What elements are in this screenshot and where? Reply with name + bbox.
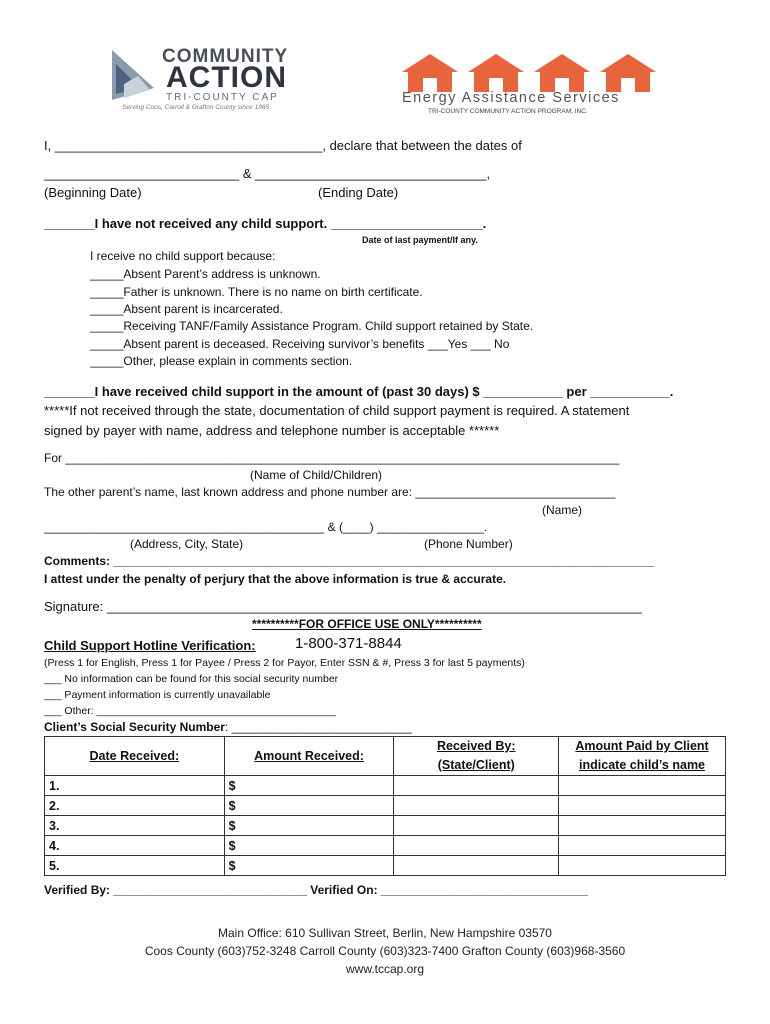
houses-icon <box>400 52 662 92</box>
logo-energy-text: Energy Assistance Services <box>402 90 620 106</box>
received-support-statement: _______I have received child support in the amount of (past 30 days) $ ___________ per ___________. <box>44 384 674 399</box>
ssn-label: Client’s Social Security Number <box>44 720 225 734</box>
row-dollar: $ <box>224 856 394 876</box>
row-dollar: $ <box>224 816 394 836</box>
row-received-by <box>394 796 559 816</box>
last-payment-label: Date of last payment/If any. <box>362 235 478 245</box>
verification-option: ___ Payment information is currently unavailable <box>44 689 271 701</box>
logo-tricounty-text: TRI-COUNTY CAP <box>166 92 279 103</box>
hotline-label: Child Support Hotline Verification: <box>44 638 256 653</box>
logo-community-text: COMMUNITY <box>162 46 289 67</box>
row-received-by <box>394 816 559 836</box>
documentation-note-2: signed by payer with name, address and telephone number is acceptable ****** <box>44 423 500 438</box>
row-dollar: $ <box>224 776 394 796</box>
other-parent-line: The other parent’s name, last known address and phone number are: ______________________________ <box>44 485 616 499</box>
row-paid-by <box>559 796 726 816</box>
address-label: (Address, City, State) <box>130 537 244 551</box>
verification-option: ___ No information can be found for this social security number <box>44 673 339 685</box>
child-name-line: For ___________________________________________________________________________________ <box>44 451 620 465</box>
reason-item: _____Other, please explain in comments section. <box>90 354 353 368</box>
row-number: 2. <box>45 796 225 816</box>
declaration-line-2: ___________________________ & ________________________________, <box>44 166 491 181</box>
declaration-line-1: I, _____________________________________, declare that between the dates of <box>44 138 522 153</box>
row-number: 3. <box>45 816 225 836</box>
row-received-by <box>394 776 559 796</box>
reason-item: _____Absent parent is deceased. Receiving survivor’s benefits ___Yes ___ No <box>90 337 510 351</box>
reason-item: _____Father is unknown. There is no name on birth certificate. <box>90 285 423 299</box>
energy-assistance-logo <box>400 52 662 116</box>
reasons-intro: I receive no child support because: <box>90 249 276 263</box>
row-received-by <box>394 856 559 876</box>
row-paid-by <box>559 816 726 836</box>
verification-option: ___ Other: _________________________________________ <box>44 705 336 717</box>
row-paid-by <box>559 836 726 856</box>
table-row <box>45 816 726 836</box>
payments-table <box>44 736 726 876</box>
table-row <box>45 796 726 816</box>
table-header-row <box>45 737 726 776</box>
logo-action-text: ACTION <box>166 61 287 94</box>
verified-line: Verified By: _____________________________ Verified On: _______________________________ <box>44 883 588 897</box>
name-label: (Name) <box>542 503 583 517</box>
office-use-heading: **********FOR OFFICE USE ONLY********** <box>252 617 482 631</box>
logo-tagline: Serving Coos, Carroll & Grafton County since 1965 <box>122 104 270 111</box>
date-received-header: Date Received: <box>45 737 225 776</box>
row-paid-by <box>559 776 726 796</box>
footer-website: www.tccap.org <box>345 962 425 976</box>
comments-line: Comments: _________________________________________________________________________________ <box>44 554 654 568</box>
ssn-blank: : ___________________________ <box>224 720 412 734</box>
row-number: 1. <box>45 776 225 796</box>
attestation: I attest under the penalty of perjury that the above information is true & accurate. <box>44 572 507 586</box>
address-phone-line: __________________________________________ & (____) ________________. <box>44 520 488 534</box>
row-paid-by <box>559 856 726 876</box>
hotline-number: 1-800-371-8844 <box>295 635 402 652</box>
footer <box>0 924 770 978</box>
phone-label: (Phone Number) <box>424 537 513 551</box>
logo-energy-subtitle: TRI-COUNTY COMMUNITY ACTION PROGRAM, INC. <box>428 108 588 115</box>
row-dollar: $ <box>224 796 394 816</box>
ssn-line <box>44 720 412 734</box>
table-row <box>45 836 726 856</box>
footer-address: Main Office: 610 Sullivan Street, Berlin, New Hampshire 03570 <box>218 926 552 940</box>
footer-phones: Coos County (603)752-3248 Carroll County (603)323-7400 Grafton County (603)968-3560 <box>144 944 626 958</box>
reason-item: _____Absent parent is incarcerated. <box>90 302 283 316</box>
beginning-date-label: (Beginning Date) <box>44 185 142 200</box>
amount-received-header: Amount Received: <box>224 737 394 776</box>
row-received-by <box>394 836 559 856</box>
signature-line: Signature: __________________________________________________________________________ <box>44 599 642 614</box>
received-by-header: Received By: (State/Client) <box>394 737 559 776</box>
community-action-logo <box>110 44 335 112</box>
hotline-instructions: (Press 1 for English, Press 1 for Payee / Press 2 for Payor, Enter SSN & #, Press 3 for last 5 payments) <box>44 657 525 669</box>
ending-date-label: (Ending Date) <box>318 185 399 200</box>
no-support-statement: _______I have not received any child support. _____________________. <box>44 216 487 231</box>
reason-item: _____Absent Parent’s address is unknown. <box>90 267 321 281</box>
row-number: 5. <box>45 856 225 876</box>
child-name-label: (Name of Child/Children) <box>250 468 383 482</box>
row-dollar: $ <box>224 836 394 856</box>
table-row <box>45 776 726 796</box>
row-number: 4. <box>45 836 225 856</box>
table-row <box>45 856 726 876</box>
reason-item: _____Receiving TANF/Family Assistance Program. Child support retained by State. <box>90 319 534 333</box>
documentation-note-1: *****If not received through the state, documentation of child support payment is required. A statement <box>44 403 630 418</box>
amount-paid-header: Amount Paid by Client indicate child’s name <box>559 737 726 776</box>
